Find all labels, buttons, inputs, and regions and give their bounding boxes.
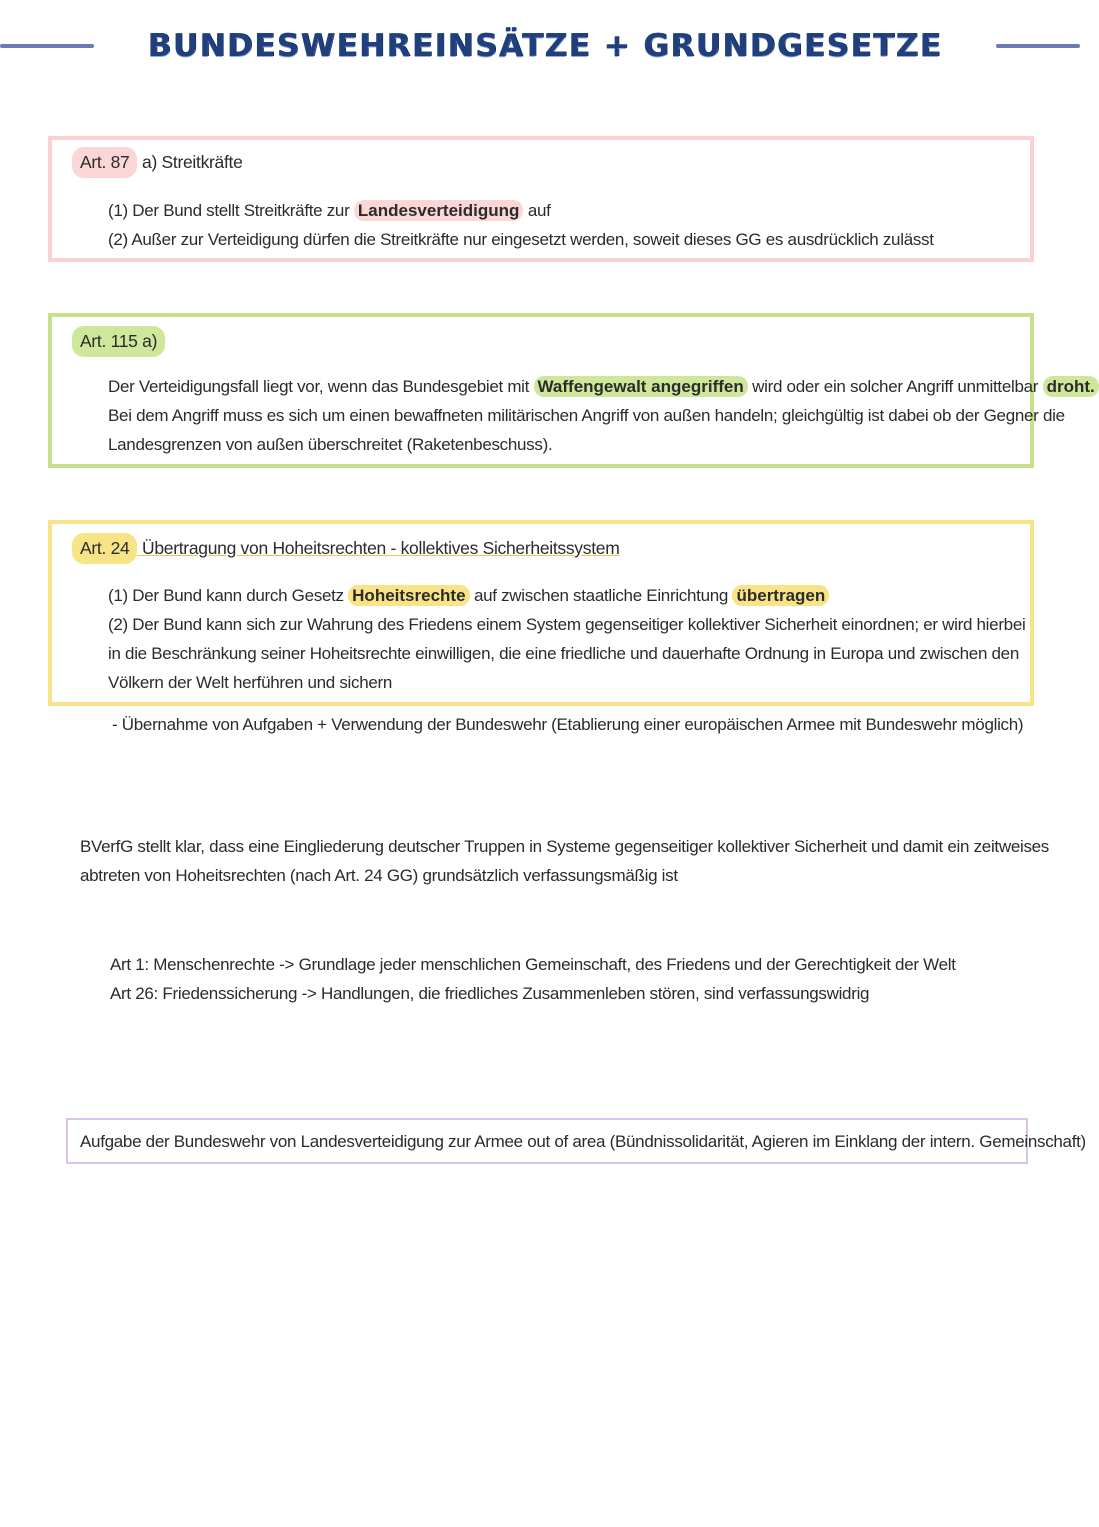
art115-label: Art. 115 a) xyxy=(72,326,165,357)
bverfg-line-1: BVerfG stellt klar, dass eine Eingliederung deutscher Truppen in Systeme gegenseitiger kollektiver Sicherheit und damit ein zeitweises xyxy=(80,837,1050,856)
art24-paragraph-2-line-2: in die Beschränkung seiner Hoheitsrechte einwilligen, die eine friedliche und dauerhafte Ordnung in Europa und zwischen den xyxy=(108,644,1019,663)
art24-highlight-rights: Hoheitsrechte xyxy=(348,585,469,606)
art24-paragraph-2-line-1: (2) Der Bund kann sich zur Wahrung des Friedens einem System gegenseitiger kollektiver Sicherheit einordnen; er wird hierbei xyxy=(108,615,1026,634)
art24-p1-middle: auf zwischen staatliche Einrichtung xyxy=(469,586,733,605)
art87-paragraph-1 xyxy=(108,196,551,225)
art115-l1-middle: wird oder ein solcher Angriff unmittelbar xyxy=(747,377,1043,396)
art87-p1-text: (1) Der Bund stellt Streitkräfte zur xyxy=(108,201,354,220)
art87-heading-rest: a) Streitkräfte xyxy=(137,152,243,172)
art87-p1-highlight: Landesverteidigung xyxy=(354,200,524,221)
art24-label: Art. 24 xyxy=(72,533,137,564)
art26-line: Art 26: Friedenssicherung -> Handlungen, die friedliches Zusammenleben stören, sind verfassungswidrig xyxy=(110,984,870,1003)
art115-highlight-attack: Waffengewalt angegriffen xyxy=(534,376,748,397)
art115-line-2: Bei dem Angriff muss es sich um einen bewaffneten militärischen Angriff von außen handeln; gleichgültig ist dabei ob der Gegner die xyxy=(108,406,1065,425)
art24-highlight-transfer: übertragen xyxy=(732,585,829,606)
art24-paragraph-2-line-3: Völkern der Welt herführen und sichern xyxy=(108,673,393,692)
page-title: BUNDESWEHREINSÄTZE + GRUNDGESETZE xyxy=(147,28,943,64)
art24-note: - Übernahme von Aufgaben + Verwendung der Bundeswehr (Etablierung einer europäischen Armee mit Bundeswehr möglich) xyxy=(112,715,1024,734)
art87-p1-after: auf xyxy=(523,201,551,220)
bverfg-line-2: abtreten von Hoheitsrechten (nach Art. 24 GG) grundsätzlich verfassungsmäßig ist xyxy=(80,866,678,885)
art24-paragraph-1 xyxy=(108,581,829,610)
title-rule-left xyxy=(0,44,94,48)
art115-heading xyxy=(72,326,165,357)
art24-p1-text: (1) Der Bund kann durch Gesetz xyxy=(108,586,349,605)
art24-heading-rest: Übertragung von Hoheitsrechten - kollektives Sicherheitssystem xyxy=(137,538,620,558)
art24-heading xyxy=(72,533,619,564)
title-rule-right xyxy=(996,44,1080,48)
summary-text: Aufgabe der Bundeswehr von Landesverteidigung zur Armee out of area (Bündnissolidarität, Agieren im Einklang der intern. Gemeinschaft) xyxy=(80,1132,1086,1151)
art115-line-1 xyxy=(108,372,1099,401)
art87-paragraph-2: (2) Außer zur Verteidigung dürfen die Streitkräfte nur eingesetzt werden, soweit dieses GG es ausdrücklich zulässt xyxy=(108,230,934,249)
art115-highlight-threat: droht. xyxy=(1043,376,1099,397)
art1-line: Art 1: Menschenrechte -> Grundlage jeder menschlichen Gemeinschaft, des Friedens und der Gerechtigkeit der Welt xyxy=(110,955,956,974)
art115-line-3: Landesgrenzen von außen überschreitet (Raketenbeschuss). xyxy=(108,435,553,454)
art87-heading xyxy=(72,147,243,178)
art87-label: Art. 87 xyxy=(72,147,137,178)
art115-l1-text: Der Verteidigungsfall liegt vor, wenn das Bundesgebiet mit xyxy=(108,377,534,396)
